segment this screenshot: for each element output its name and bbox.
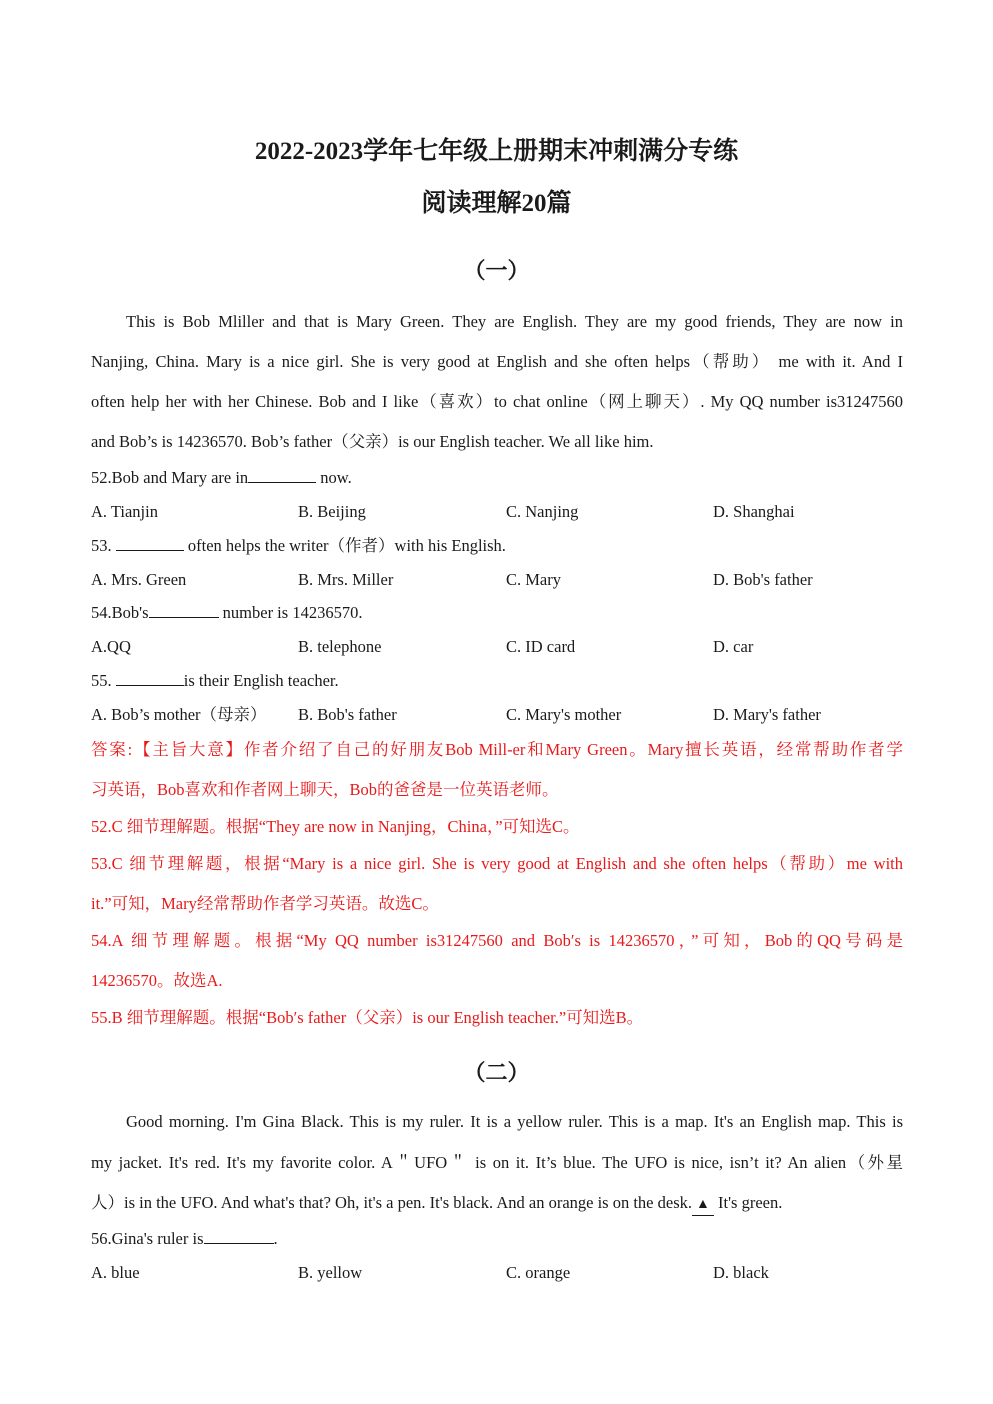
option-c: C. orange [506, 1263, 571, 1282]
document-subtitle: 阅读理解20篇 [421, 190, 572, 217]
passage-text: 人）is in the UFO. And what's that? Oh, it's a pen. It's black. And an orange is on the desk. [91, 1193, 693, 1212]
question-53 [91, 536, 903, 556]
question-54 [91, 603, 903, 623]
question-stem: number is 14236570. [218, 603, 363, 622]
answer-blank [149, 603, 219, 618]
passage-line-with-blank [91, 1193, 903, 1216]
option-a: A. Tianjin [91, 502, 158, 521]
question-55 [91, 671, 903, 691]
document-title: 2022-2023学年七年级上册期末冲刺满分专练 [254, 138, 739, 165]
option-c: C. Mary's mother [506, 705, 622, 724]
answer-line: it.”可知，Mary经常帮助作者学习英语。故选C。 [91, 894, 439, 913]
option-d: D. black [713, 1263, 769, 1282]
option-a: A.QQ [91, 637, 131, 656]
answer-line: 答案:【主旨大意】作者介绍了自己的好朋友Bob Mill-er和Mary Green。Mary擅长英语，经常帮助作者学 [91, 740, 903, 759]
answer-line: 习英语，Bob喜欢和作者网上聊天，Bob的爸爸是一位英语老师。 [91, 780, 559, 799]
option-a: A. Bob’s mother（母亲） [91, 705, 267, 724]
passage-line: often help her with her Chinese. Bob and I like（喜欢）to chat online（网上聊天）. My QQ number is31247560 [91, 392, 903, 411]
answer-line: 55.B 细节理解题。根据“Bob′s father（父亲）is our English teacher.”可知选B。 [91, 1008, 644, 1027]
answer-line: 53.C 细节理解题，根据“Mary is a nice girl. She is very good at English and she often helps（帮助）me with [91, 854, 903, 873]
option-d: D. Mary's father [713, 705, 821, 724]
question-56 [91, 1229, 903, 1249]
answer-blank [116, 671, 184, 686]
option-a: A. blue [91, 1263, 140, 1282]
question-52 [91, 468, 903, 488]
question-stem: now. [316, 468, 352, 487]
answer-line: 52.C 细节理解题。根据“They are now in Nanjing，China，”可知选C。 [91, 817, 580, 836]
option-c: C. Nanjing [506, 502, 579, 521]
option-d: D. car [713, 637, 754, 656]
option-b: B. yellow [298, 1263, 363, 1282]
question-stem: 56.Gina's ruler is [91, 1229, 204, 1248]
option-b: B. telephone [298, 637, 382, 656]
question-stem: is their English teacher. [183, 671, 339, 690]
passage-line: my jacket. It's red. It's my favorite color. A＂UFO＂ is on it. It’s blue. The UFO is nice, isn’t it? An alien（外星 [91, 1153, 903, 1172]
question-stem: 52.Bob and Mary are in [91, 468, 249, 487]
question-stem: often helps the writer（作者）with his English. [183, 536, 506, 555]
option-c: C. ID card [506, 637, 576, 656]
passage-line: Nanjing, China. Mary is a nice girl. She is very good at English and she often helps（帮助） me with it. And I [91, 352, 903, 371]
passage-line: This is Bob Mliller and that is Mary Green. They are English. They are my good friends, They are now in [126, 312, 903, 331]
option-b: B. Mrs. Miller [298, 570, 394, 589]
passage-line: and Bob’s is 14236570. Bob’s father（父亲）is our English teacher. We all like him. [91, 432, 654, 451]
answer-blank [204, 1229, 274, 1244]
option-a: A. Mrs. Green [91, 570, 187, 589]
answer-blank [248, 468, 316, 483]
question-stem: 53. [91, 536, 116, 555]
option-d: D. Bob's father [713, 570, 813, 589]
answer-blank [116, 536, 184, 551]
answer-line: 54.A 细节理解题。根据“My QQ number is31247560 and Bob′s is 14236570，”可知，Bob的QQ号码是 [91, 931, 903, 950]
question-stem: . [273, 1229, 278, 1248]
question-stem: 55. [91, 671, 116, 690]
option-c: C. Mary [506, 570, 561, 589]
passage-line: Good morning. I'm Gina Black. This is my ruler. It is a yellow ruler. This is a map. It's an English map. This is [126, 1112, 903, 1131]
section-heading-1: （一） [463, 258, 530, 283]
option-b: B. Bob's father [298, 705, 397, 724]
section-heading-2: （二） [463, 1060, 530, 1085]
option-b: B. Beijing [298, 502, 366, 521]
passage-text: It's green. [713, 1193, 783, 1212]
question-stem: 54.Bob's [91, 603, 149, 622]
answer-line: 14236570。故选A. [91, 971, 223, 990]
triangle-blank-icon: ▲ [692, 1195, 714, 1216]
option-d: D. Shanghai [713, 502, 795, 521]
